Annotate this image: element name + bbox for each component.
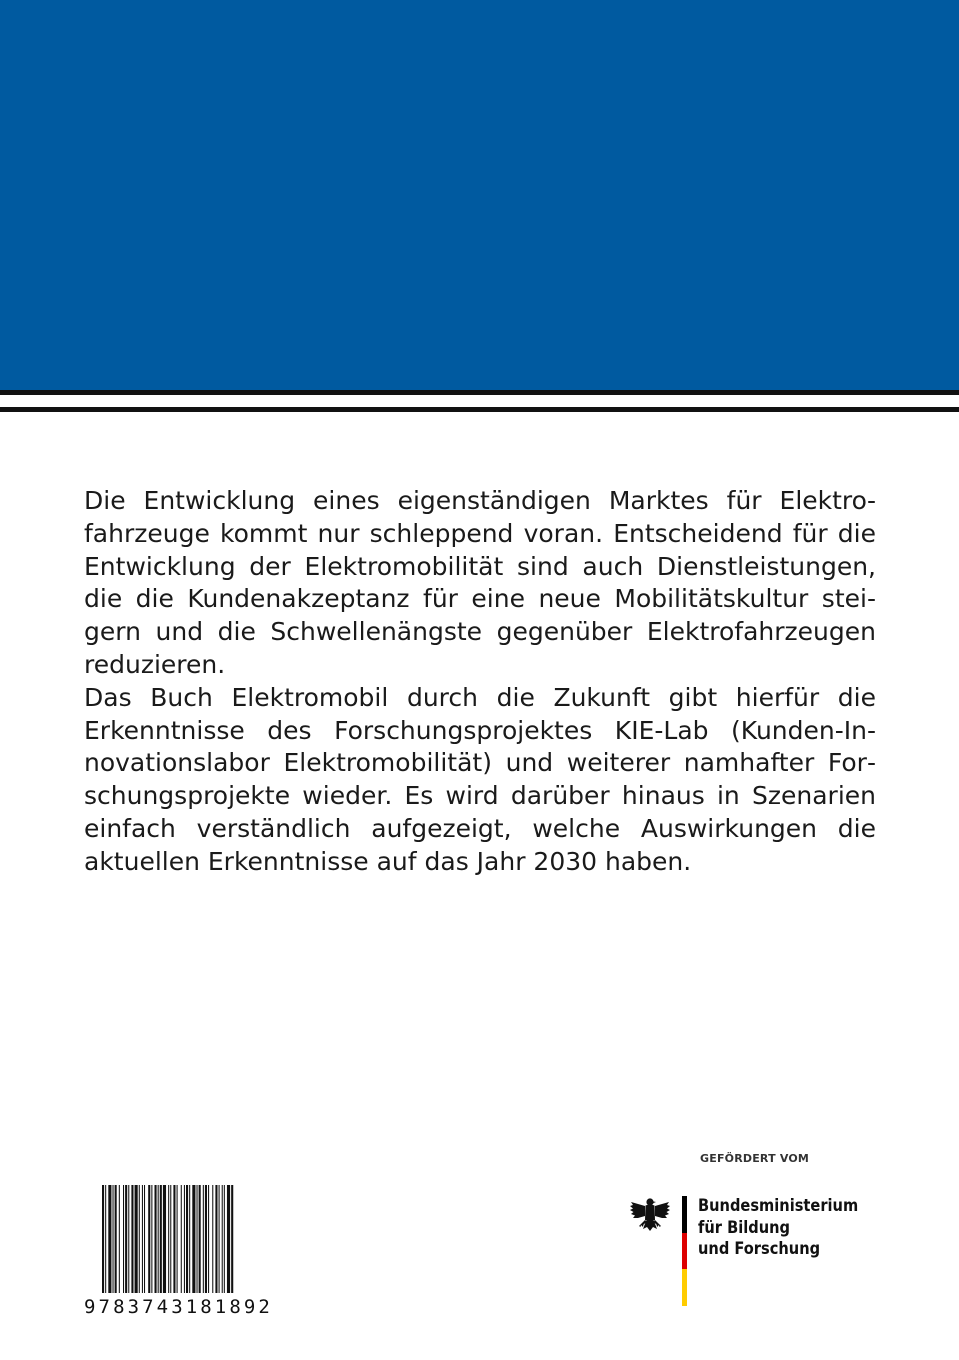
barcode-bar — [231, 1185, 233, 1293]
barcode-bar — [125, 1185, 127, 1293]
barcode-bar — [212, 1185, 213, 1293]
barcode-bar — [151, 1185, 152, 1293]
barcode-bar — [205, 1185, 207, 1293]
isbn-digit: 9 — [84, 1296, 96, 1318]
barcode-bar — [222, 1185, 223, 1293]
barcode-bar — [215, 1185, 217, 1293]
isbn-digit: 7 — [98, 1296, 110, 1318]
blurb-paragraph-2: Das Buch Elektromobil durch die Zukunft gibt hierfür die Erkenntnisse des Forschungsprojektes KIE-Lab (Kunden-Innovationslabor Elektromobilität) und weiterer namhafter Forschungsprojekte wieder. Es wird darüber hinaus in Szenarien einfach verständlich aufgezeigt, welche Auswirkungen die aktuellen Erkenntnisse auf das Jahr 2030 haben. — [84, 682, 876, 876]
flag-stripe-gold — [682, 1269, 687, 1306]
isbn-digit: 8 — [200, 1296, 212, 1318]
isbn-digit: 8 — [229, 1296, 241, 1318]
barcode-bar — [135, 1185, 138, 1293]
barcode-bar — [177, 1185, 178, 1293]
isbn-digits — [84, 1296, 270, 1318]
isbn-digit: 1 — [185, 1296, 198, 1318]
barcode-bar — [119, 1185, 120, 1293]
barcode-bar — [224, 1185, 225, 1293]
barcode-bar — [158, 1185, 159, 1293]
barcode-bar — [139, 1185, 140, 1293]
barcode-bar — [227, 1185, 230, 1293]
isbn-digit: 3 — [127, 1296, 140, 1318]
german-flag-bar — [682, 1196, 687, 1306]
barcode-bar — [170, 1185, 171, 1293]
barcode-bar — [203, 1185, 204, 1293]
isbn-digit: 3 — [171, 1296, 183, 1318]
isbn-digit: 4 — [156, 1296, 169, 1318]
divider-rule-bottom — [0, 407, 959, 412]
barcode-bar — [115, 1185, 117, 1293]
barcode-bar — [163, 1185, 166, 1293]
barcode-bar — [113, 1185, 114, 1293]
barcode-bar — [199, 1185, 201, 1293]
barcode-bar — [184, 1185, 185, 1293]
blurb-paragraph-1: Die Entwicklung eines eigenständigen Marktes für Elektrofahrzeuge kommt nur schleppend voran. Entscheidend für die Entwicklung der Elektromobilität sind auch Dienstleistungen, die die Kundenakzeptanz für eine neue Mobilitätskultur steigern und die Schwellenängste gegenüber Elektrofahrzeugen reduzieren. — [84, 486, 876, 679]
isbn-digit: 2 — [258, 1296, 270, 1318]
ministry-line-3: und Forschung — [698, 1239, 821, 1259]
barcode-bar — [197, 1185, 198, 1293]
ministry-name — [698, 1196, 858, 1261]
barcode-bar — [148, 1185, 150, 1293]
flag-stripe-black — [682, 1196, 687, 1233]
barcode-bar — [155, 1185, 157, 1293]
barcode-bar — [108, 1185, 111, 1293]
isbn-digit: 1 — [214, 1296, 227, 1318]
flag-stripe-red — [682, 1233, 687, 1270]
barcode-bar — [105, 1185, 106, 1293]
cover-accent-band — [0, 0, 959, 390]
back-cover-blurb — [84, 485, 876, 879]
barcode-bar — [128, 1185, 129, 1293]
federal-eagle-icon — [628, 1196, 672, 1240]
barcode-bar — [173, 1185, 175, 1293]
isbn-digit: 7 — [142, 1296, 154, 1318]
barcode-bar — [144, 1185, 145, 1293]
barcode-bar — [208, 1185, 209, 1293]
isbn-digit: 9 — [243, 1296, 256, 1318]
barcode-bar — [102, 1185, 104, 1293]
ministry-line-2: für Bildung — [698, 1217, 790, 1238]
barcode-bar — [142, 1185, 143, 1293]
barcode-icon — [102, 1185, 264, 1293]
barcode-bar — [186, 1185, 188, 1293]
ministry-line-1: Bundesministerium — [698, 1196, 859, 1216]
funded-by-label: GEFÖRDERT VOM — [700, 1152, 810, 1165]
barcode-bar — [123, 1185, 124, 1293]
barcode-bar — [192, 1185, 195, 1293]
divider-rule-top — [0, 390, 959, 395]
isbn-digit: 8 — [113, 1296, 125, 1318]
barcode-bar — [131, 1185, 133, 1293]
barcode-bar — [168, 1185, 169, 1293]
barcode-bar — [181, 1185, 182, 1293]
barcode-bar — [219, 1185, 220, 1293]
barcode-bar — [189, 1185, 190, 1293]
barcode-bar — [160, 1185, 162, 1293]
